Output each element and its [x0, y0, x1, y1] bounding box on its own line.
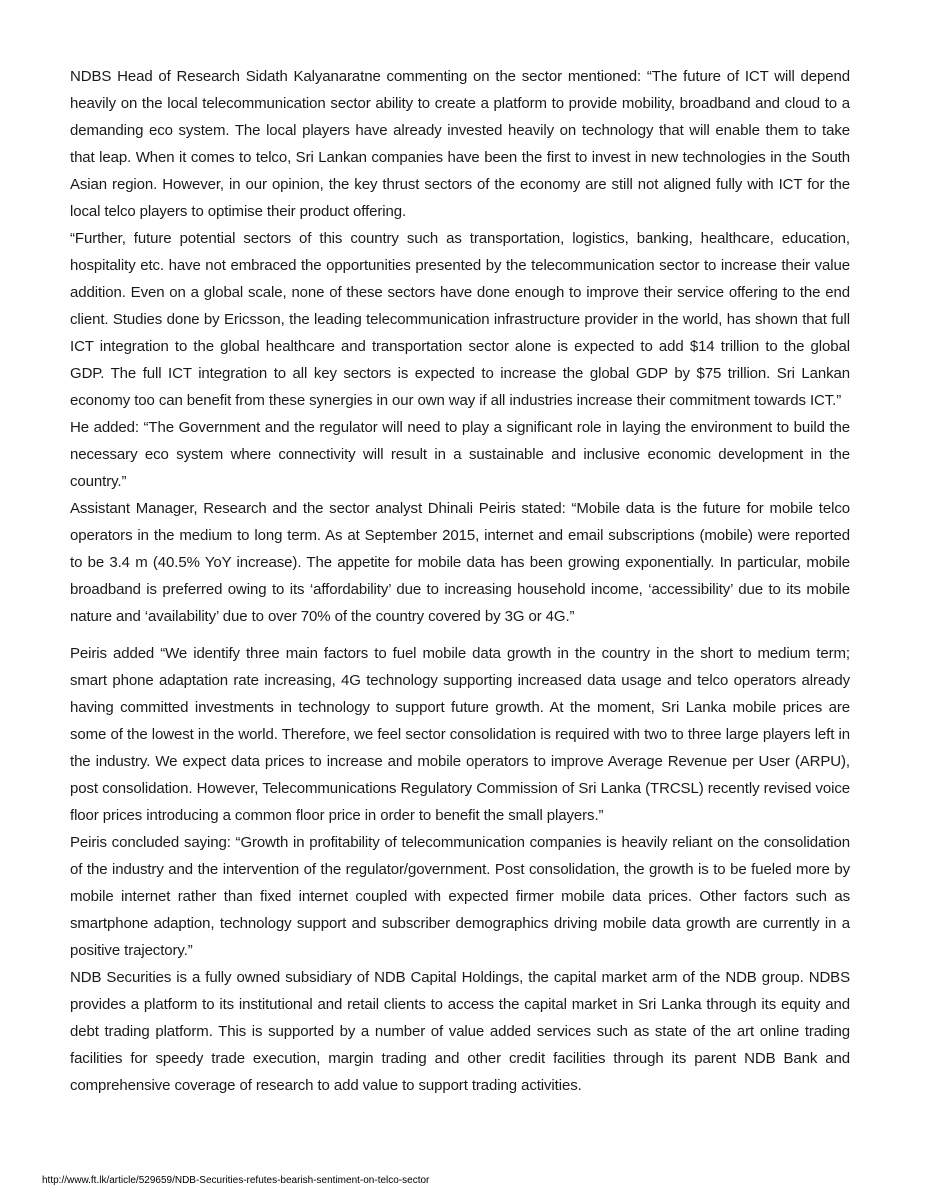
- paragraph-peiris-mobile-data: Assistant Manager, Research and the sector analyst Dhinali Peiris stated: “Mobile data is the future for mobile telco operators in the medium to long term. As at September 2015, internet and email subscriptions (mobile) were reported to be 3.4 m (40.5% YoY increase). The appetite for mobile data has been growing exponentially. In particular, mobile broadband is preferred owing to its ‘affordability’ due to increasing household income, ‘accessibility’ due to its mobile nature and ‘availability’ due to over 70% of the country covered by 3G or 4G.”: [70, 500, 850, 625]
- paragraph-peiris-growth-factors: Peiris added “We identify three main factors to fuel mobile data growth in the country in the short to medium term; smart phone adaptation rate increasing, 4G technology supporting increased data usage and telco operators already having committed investments in technology to support future growth. At the moment, Sri Lanka mobile prices are some of the lowest in the world. Therefore, we feel sector consolidation is required with two to three large players left in the industry. We expect data prices to increase and mobile operators to improve Average Revenue per User (ARPU), post consolidation. However, Telecommunications Regulatory Commission of Sri Lanka (TRCSL) recently revised voice floor prices introducing a common floor price in order to benefit the small players.”: [70, 645, 850, 824]
- paragraph-peiris-conclusion: Peiris concluded saying: “Growth in profitability of telecommunication companies is heavily reliant on the consolidation of the industry and the intervention of the regulator/government. Post consolidation, the growth is to be fueled more by mobile internet rather than fixed internet coupled with expected firmer mobile data prices. Other factors such as smartphone adaption, technology support and subscriber demographics driving mobile data growth are currently in a positive trajectory.”: [70, 834, 850, 959]
- paragraph-kalyanaratne-intro: NDBS Head of Research Sidath Kalyanaratne commenting on the sector mentioned: “The future of ICT will depend heavily on the local telecommunication sector ability to create a platform to provide mobility, broadband and cloud to a demanding eco system. The local players have already invested heavily on technology that will enable them to take that leap. When it comes to telco, Sri Lankan companies have been the first to invest in new technologies in the South Asian region. However, in our opinion, the key thrust sectors of the economy are still not aligned fully with ICT for the local telco players to optimise their product offering.: [70, 68, 850, 220]
- paragraph-future-sectors: “Further, future potential sectors of this country such as transportation, logistics, banking, healthcare, education, hospitality etc. have not embraced the opportunities presented by the telecommunication sector to increase their value addition. Even on a global scale, none of these sectors have done enough to improve their service offering to the end client. Studies done by Ericsson, the leading telecommunication infrastructure provider in the world, has shown that full ICT integration to the global healthcare and transportation sector alone is expected to add $14 trillion to the global GDP. The full ICT integration to all key sectors is expected to increase the global GDP by $75 trillion. Sri Lankan economy too can benefit from these synergies in our own way if all industries increase their commitment towards ICT.”: [70, 230, 850, 409]
- paragraph-ndb-securities-profile: NDB Securities is a fully owned subsidiary of NDB Capital Holdings, the capital market arm of the NDB group. NDBS provides a platform to its institutional and retail clients to access the capital market in Sri Lanka through its equity and debt trading platform. This is supported by a number of value added services such as state of the art online trading facilities for speedy trade execution, margin trading and other credit facilities through its parent NDB Bank and comprehensive coverage of research to add value to support trading activities.: [70, 969, 850, 1094]
- article-body: [70, 63, 850, 1099]
- footer-source-url: http://www.ft.lk/article/529659/NDB-Securities-refutes-bearish-sentiment-on-telco-sector: [42, 1175, 430, 1186]
- paragraph-government-role: He added: “The Government and the regulator will need to play a significant role in laying the environment to build the necessary eco system where connectivity will result in a sustainable and inclusive economic development in the country.”: [70, 419, 850, 490]
